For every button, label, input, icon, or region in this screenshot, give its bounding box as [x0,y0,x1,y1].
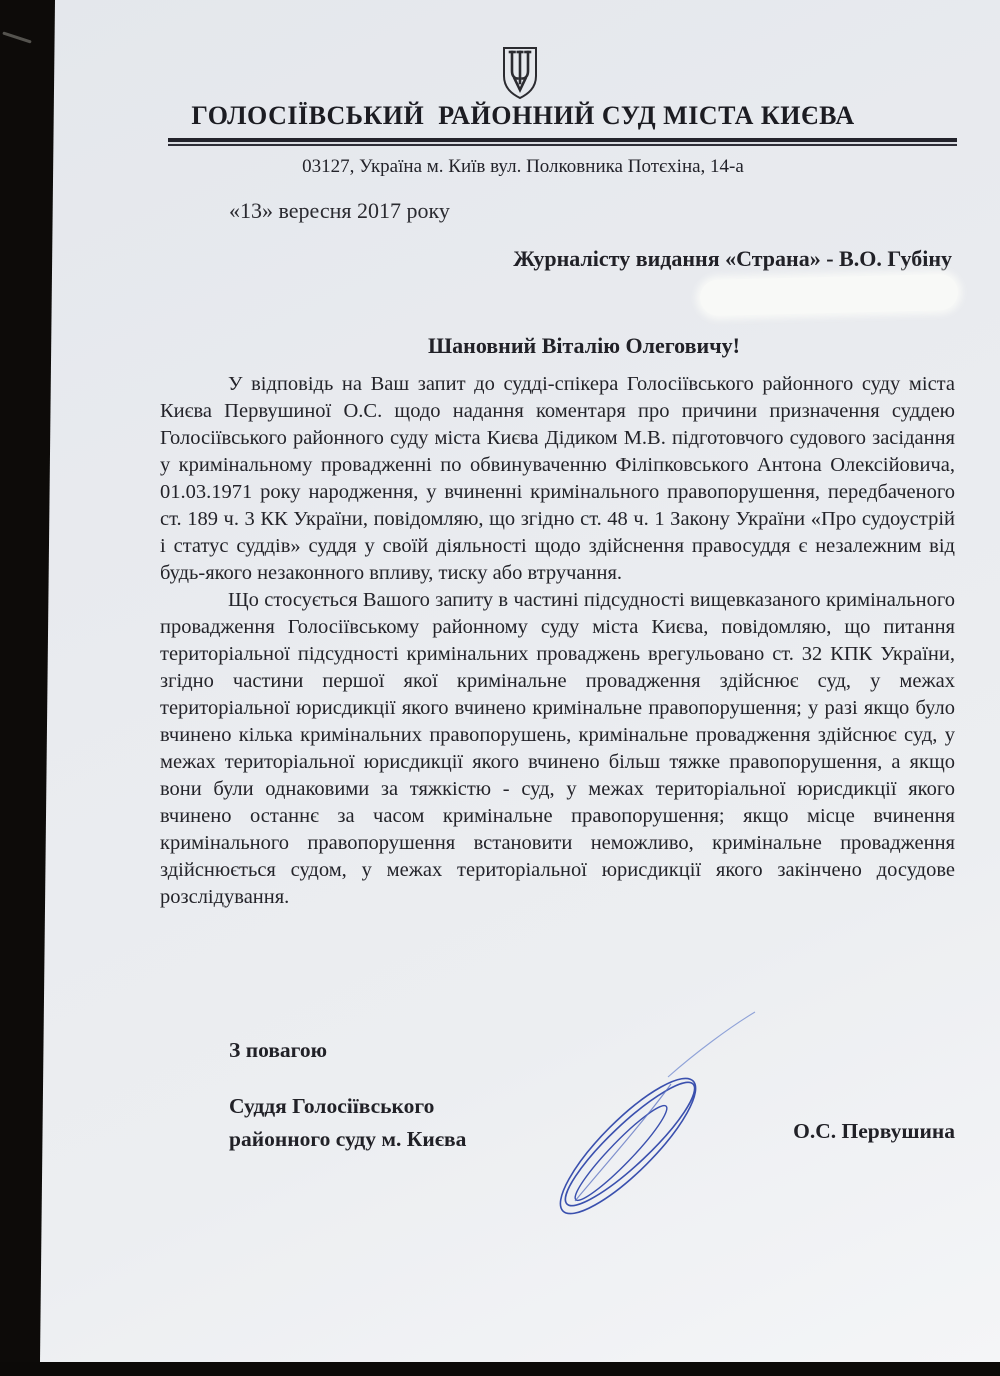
closing-phrase: З повагою [229,1038,328,1062]
body-paragraph: У відповідь на Ваш запит до судді-спікера Голосіївського районного суду міста Києва Первушиної О.С. щодо надання коментаря про причини призначення суддею Голосіївського районного суду міста Києва Дідиком М.В. підготовчого судового засідання у кримінальному провадженні по обвинуваченню Філіпковського Антона Олексійовича, 01.03.1971 року народження, у вчиненні кримінального правопорушення, передбаченого ст. 189 ч. 3 КК України, повідомляю, що згідно ст. 48 ч. 1 Закону України «Про судоустрій і статус суддів» суддя у своїй діяльності щодо здійснення правосуддя є незалежним від будь-якого незаконного впливу, тиску або втручання. [160,373,955,584]
salutation-line: Шановний Віталію Олеговичу! [428,333,740,358]
court-address-line: 03127, Україна м. Київ вул. Полковника Потєхіна, 14-а [302,156,744,177]
whiteout-redaction [700,274,959,316]
body-paragraph: Що стосується Вашого запиту в частині підсудності вищевказаного кримінального провадження Голосіївському районному суду міста Києва, повідомляю, що питання територіальної підсудності кримінальних проваджень врегульовано ст. 32 КПК України, згідно частини першої якої кримінальне провадження здійснює суд, у межах територіальної юрисдикції якого вчинено кримінальне правопорушення; у разі якщо було вчинено кілька кримінальних правопорушень, кримінальне провадження здійснює суд, у межах територіальної юрисдикції якого вчинено більш тяжке правопорушення, а якщо вони були однаковими за тяжкістю - суд, у межах територіальної юрисдикції якого вчинено останнє за часом кримінальне правопорушення; якщо місце вчинення кримінального правопорушення встановити неможливо, кримінальне провадження здійснюється судом, у межах територіальної юрисдикції якого закінчено досудове розслідування. [160,589,955,908]
header-divider [168,138,957,146]
handwritten-signature-icon [545,1005,780,1225]
signer-title-line1: Суддя Голосіївського [229,1094,435,1118]
letter-body [160,371,955,911]
letter-date: «13» вересня 2017 року [229,198,450,223]
signer-title [229,1090,466,1156]
scan-border-bottom [0,1362,1000,1376]
scan-scratch-artifact [2,31,31,43]
signer-name: О.С. Первушина [793,1119,955,1143]
addressee-line: Журналісту видання «Страна» - В.О. Губіну [513,246,952,271]
signer-title-line2: районного суду м. Києва [229,1127,467,1151]
court-name-heading: ГОЛОСІЇВСЬКИЙ РАЙОННИЙ СУД МІСТА КИЄВА [191,101,855,130]
tryzub-emblem-icon [500,45,540,101]
